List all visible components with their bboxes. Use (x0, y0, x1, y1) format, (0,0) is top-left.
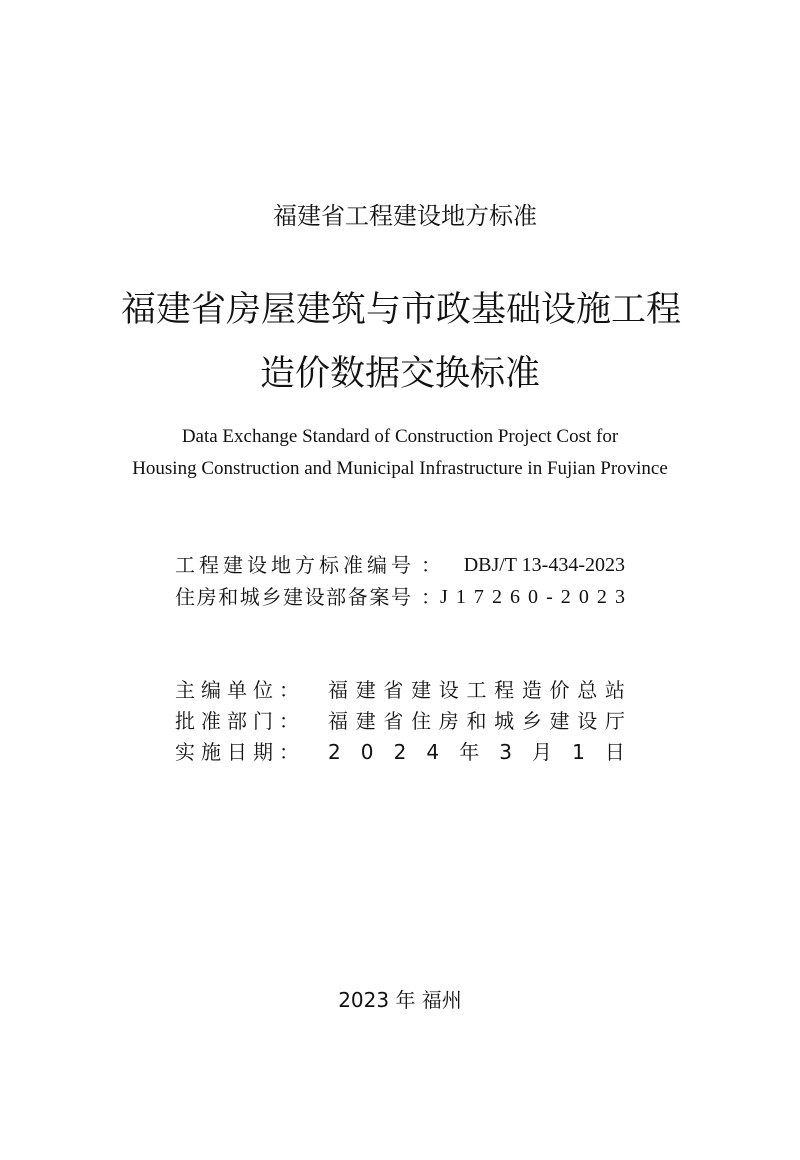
character: 厅 (604, 709, 625, 733)
character: 福 (328, 678, 348, 702)
character: 地 (271, 553, 291, 577)
character: 7 (473, 586, 484, 608)
approver-row (175, 707, 625, 735)
effective-date-row (175, 738, 625, 766)
character: 0 (578, 586, 589, 608)
character: - (546, 586, 553, 608)
character: 批 (175, 709, 195, 733)
character: 0 (360, 740, 374, 764)
character: 房 (196, 585, 217, 609)
character: 2 (393, 740, 407, 764)
character: 和 (466, 709, 487, 733)
character: 案 (369, 585, 390, 609)
character: 福 (328, 709, 348, 733)
character: 乡 (261, 585, 282, 609)
character: 日 (227, 740, 247, 764)
editor-label (175, 676, 299, 704)
character: 设 (304, 585, 325, 609)
title-en-line-2: Housing Construction and Municipal Infrastructure in Fujian Province (132, 458, 668, 479)
standard-number-value: DBJ/T 13-434-2023 (463, 554, 625, 576)
filing-number-label (175, 583, 411, 611)
character: 3 (499, 740, 512, 764)
character: 站 (604, 678, 625, 702)
character: 价 (549, 678, 570, 702)
character: 建 (549, 709, 570, 733)
character: 方 (295, 553, 315, 577)
character: 标 (319, 553, 339, 577)
filing-number-value (440, 583, 625, 611)
character: 编 (367, 553, 387, 577)
character: ： (279, 709, 299, 733)
character: 期 (253, 740, 273, 764)
character: 城 (494, 709, 515, 733)
character: 准 (343, 553, 363, 577)
character: ： (279, 740, 299, 764)
character: 单 (227, 678, 247, 702)
character: 建 (223, 553, 243, 577)
character: 1 (455, 586, 466, 608)
character: 乡 (521, 709, 542, 733)
standard-number-row (175, 551, 625, 579)
character: 建 (355, 709, 376, 733)
title-en-line-1: Data Exchange Standard of Construction Project Cost for (181, 426, 619, 447)
character: 主 (175, 678, 195, 702)
character: 号 (391, 553, 411, 577)
character: J (440, 586, 448, 608)
character: 号 (390, 585, 411, 609)
character: 建 (355, 678, 376, 702)
character: 部 (326, 585, 347, 609)
series-title: 福建省工程建设地方标准 (273, 202, 537, 230)
character: 2 (596, 586, 607, 608)
character: 准 (201, 709, 221, 733)
footer-date-place: 2023 年 福州 (338, 988, 462, 1012)
character: 设 (577, 709, 598, 733)
character: 总 (577, 678, 598, 702)
effective-date-label (175, 738, 299, 766)
character: 城 (239, 585, 260, 609)
character: 位 (253, 678, 273, 702)
character: 6 (509, 586, 520, 608)
character: 工 (466, 678, 487, 702)
character: 建 (282, 585, 303, 609)
character: ： (279, 678, 299, 702)
character: 编 (201, 678, 221, 702)
character: 月 (532, 740, 553, 764)
filing-number-row (175, 583, 625, 611)
colon: ： (421, 553, 441, 577)
character: 0 (528, 586, 539, 608)
character: 设 (247, 553, 267, 577)
editor-value (328, 676, 625, 704)
character: 4 (426, 740, 440, 764)
character: 2 (491, 586, 502, 608)
character: 房 (438, 709, 459, 733)
character: 年 (459, 740, 480, 764)
character: 3 (614, 586, 625, 608)
character: 实 (175, 740, 195, 764)
character: 住 (175, 585, 195, 609)
approver-label (175, 707, 299, 735)
title-cn-line-1: 福建省房屋建筑与市政基础设施工程 (120, 290, 681, 330)
character: 工 (175, 553, 195, 577)
standard-number-label (175, 551, 411, 579)
effective-date-value (328, 738, 625, 766)
character: 住 (411, 709, 432, 733)
title-cn-line-2: 造价数据交换标准 (259, 354, 540, 394)
character: 省 (383, 678, 404, 702)
approver-value (328, 707, 625, 735)
character: 备 (347, 585, 368, 609)
character: 2 (328, 740, 341, 764)
character: 省 (383, 709, 404, 733)
character: 设 (438, 678, 459, 702)
character: 日 (604, 740, 625, 764)
character: 和 (218, 585, 239, 609)
character: 门 (253, 709, 273, 733)
character: 1 (572, 740, 585, 764)
character: 程 (199, 553, 219, 577)
character: 造 (521, 678, 542, 702)
character: 部 (227, 709, 247, 733)
colon: ： (421, 585, 441, 609)
character: 2 (560, 586, 571, 608)
editor-row (175, 676, 625, 704)
character: 施 (201, 740, 221, 764)
character: 建 (411, 678, 432, 702)
character: 程 (494, 678, 515, 702)
